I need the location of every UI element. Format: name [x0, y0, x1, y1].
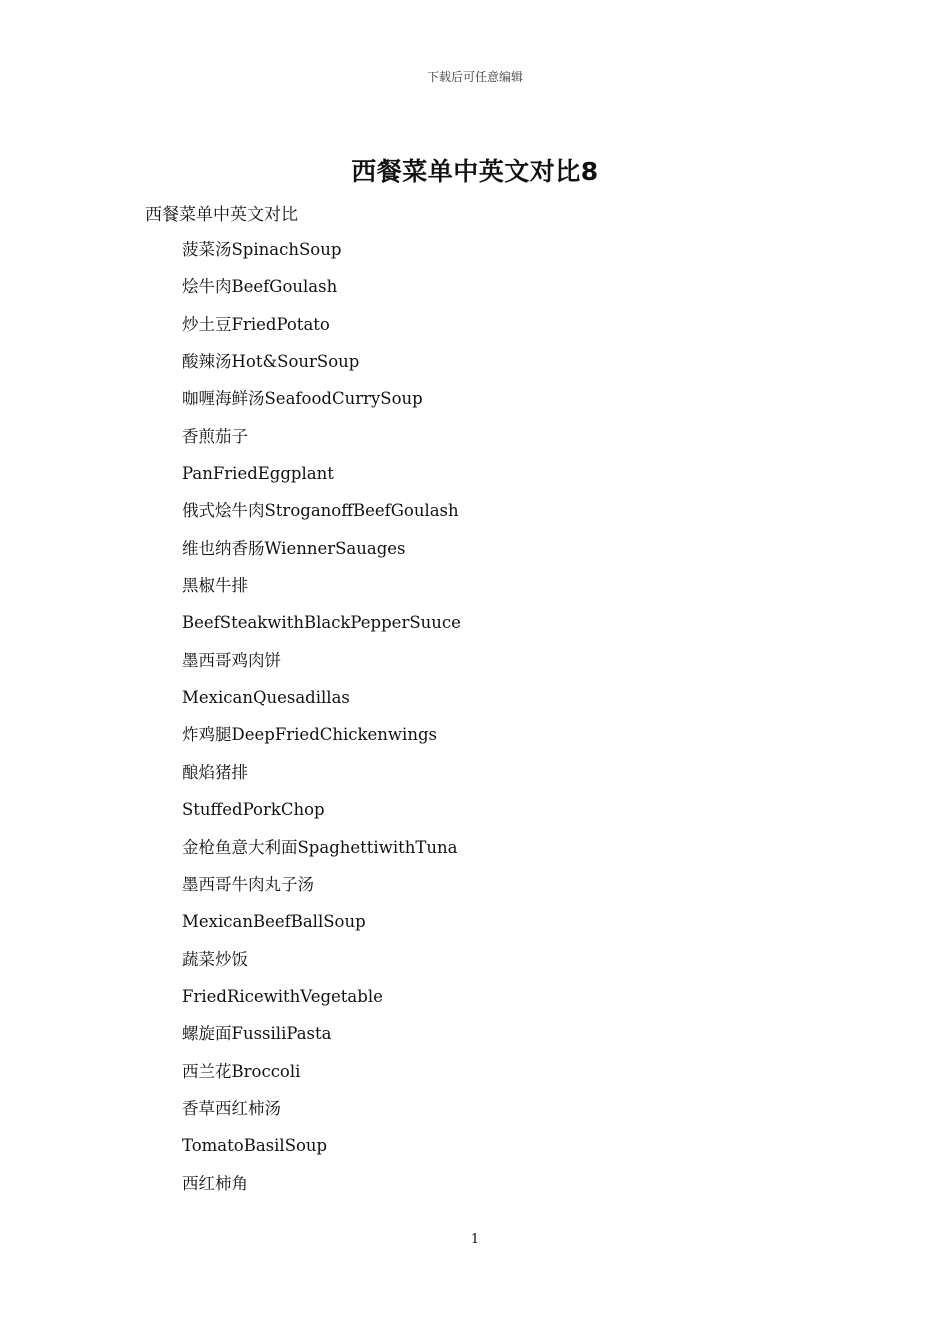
menu-item: 蔬菜炒饭 — [182, 949, 248, 969]
menu-item: 西兰花Broccoli — [182, 1061, 301, 1081]
document-intro: 西餐菜单中英文对比 — [145, 205, 298, 225]
menu-item: PanFriedEggplant — [182, 464, 334, 484]
menu-item: 黑椒牛排 — [182, 576, 248, 596]
menu-item: 西红柿角 — [182, 1173, 248, 1193]
menu-item: 烩牛肉BeefGoulash — [182, 277, 338, 297]
menu-item: 炸鸡腿DeepFriedChickenwings — [182, 725, 437, 745]
page-header: 下载后可任意编辑 — [426, 70, 523, 84]
menu-item: 墨西哥鸡肉饼 — [182, 650, 281, 670]
menu-item: 炒土豆FriedPotato — [182, 314, 330, 334]
menu-item: 螺旋面FussiliPasta — [182, 1024, 332, 1044]
menu-item: MexicanQuesadillas — [182, 688, 350, 708]
menu-item: 俄式烩牛肉StroganoffBeefGoulash — [182, 501, 459, 521]
menu-item: StuffedPorkChop — [182, 800, 325, 820]
menu-item: 金枪鱼意大利面SpaghettiwithTuna — [182, 837, 458, 857]
menu-item: 酸辣汤Hot&SourSoup — [182, 352, 360, 372]
document-title: 西餐菜单中英文对比8 — [351, 157, 599, 186]
menu-item: FriedRicewithVegetable — [182, 986, 383, 1006]
menu-item-list — [182, 237, 461, 1208]
menu-item: 维也纳香肠WiennerSauages — [182, 538, 406, 558]
menu-item: 菠菜汤SpinachSoup — [182, 240, 342, 259]
menu-item: 香草西红柿汤 — [182, 1098, 281, 1118]
menu-item: 酿焰猪排 — [182, 762, 248, 782]
menu-item: 香煎茄子 — [182, 426, 248, 446]
menu-item: 墨西哥牛肉丸子汤 — [182, 874, 314, 894]
menu-item: MexicanBeefBallSoup — [182, 912, 366, 932]
menu-item: BeefSteakwithBlackPepperSuuce — [182, 613, 461, 633]
menu-item: TomatoBasilSoup — [182, 1136, 328, 1156]
page-number: 1 — [470, 1232, 480, 1247]
menu-item: 咖喱海鲜汤SeafoodCurrySoup — [182, 389, 423, 409]
